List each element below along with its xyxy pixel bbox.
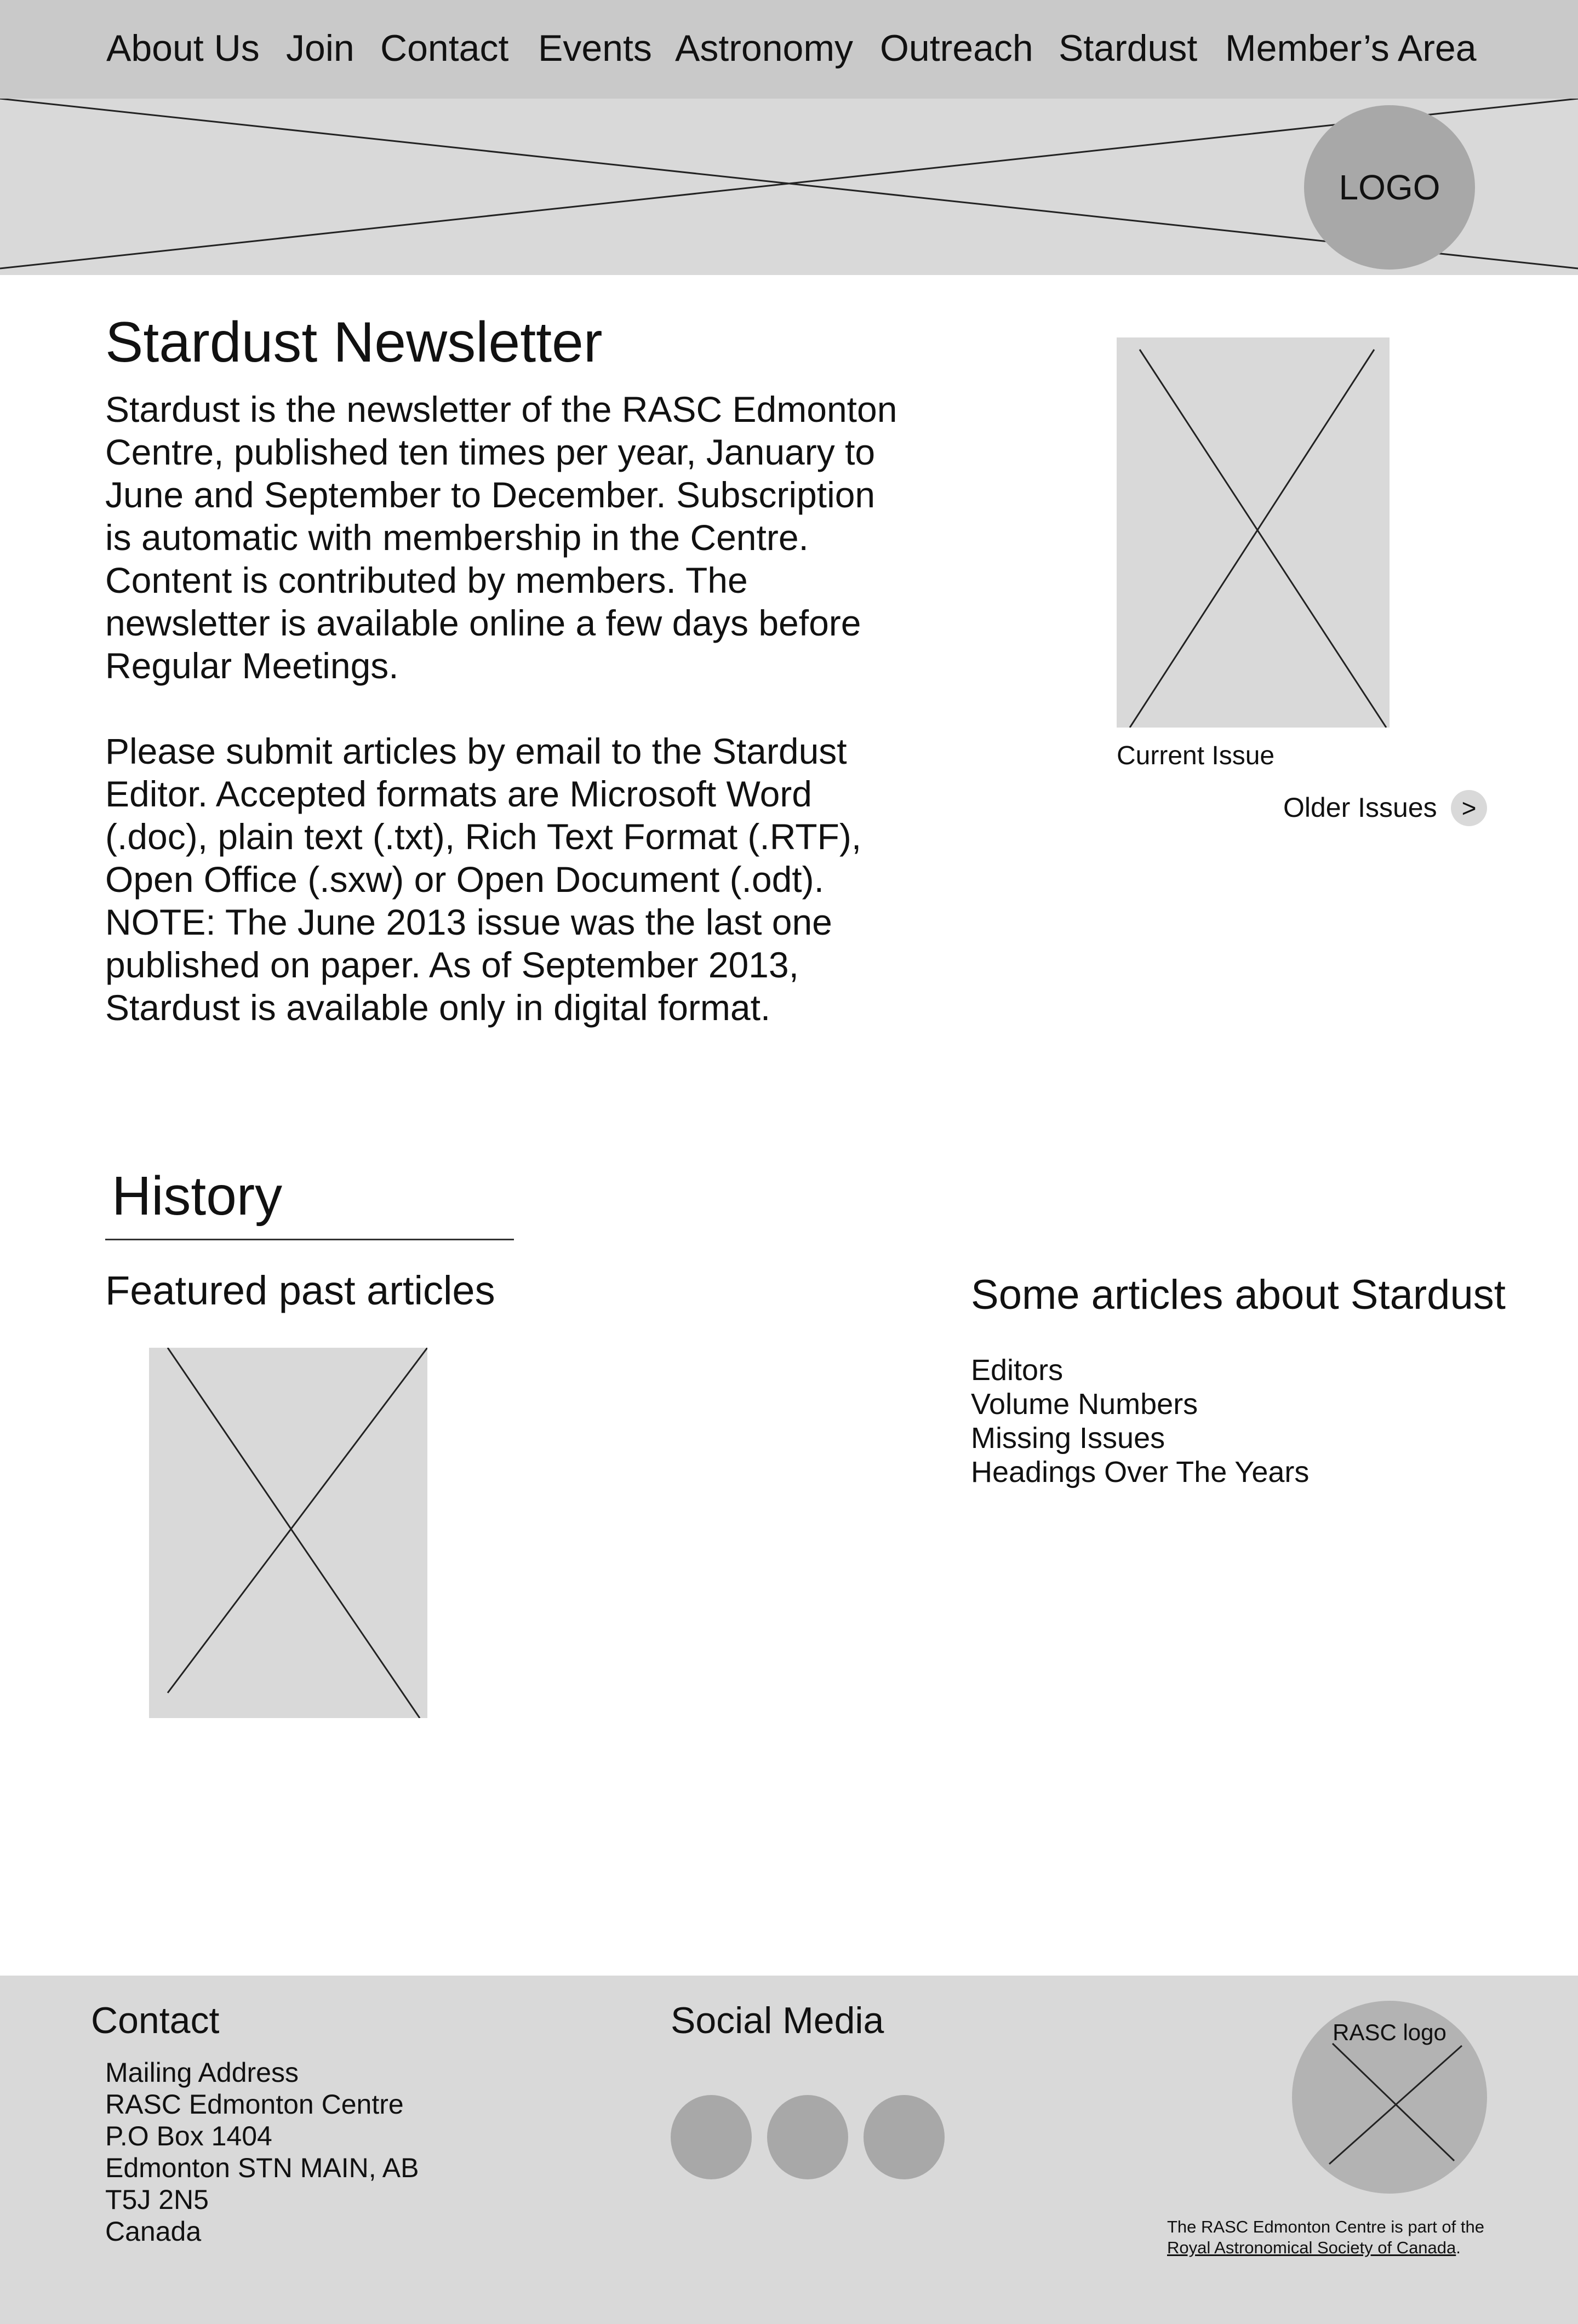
note-text: The RASC Edmonton Centre is part of the bbox=[1167, 2217, 1484, 2236]
older-issues-arrow-button[interactable] bbox=[1451, 790, 1487, 826]
current-issue-image[interactable] bbox=[1117, 337, 1390, 728]
image-placeholder-icon bbox=[1117, 337, 1390, 728]
address-line: RASC Edmonton Centre bbox=[105, 2089, 404, 2120]
note-suffix: . bbox=[1456, 2238, 1461, 2257]
nav-item-contact[interactable]: Contact bbox=[380, 27, 509, 69]
address-line: Canada bbox=[105, 2216, 202, 2247]
featured-article-image[interactable] bbox=[149, 1348, 427, 1718]
site-logo[interactable] bbox=[1304, 105, 1475, 270]
footer-contact-heading: Contact bbox=[91, 2000, 220, 2041]
current-issue-label: Current Issue bbox=[1117, 741, 1275, 770]
social-media-icon-1[interactable] bbox=[671, 2095, 752, 2179]
intro-paragraph: Stardust is the newsletter of the RASC Edmonton Centre, published ten times per year, January to June and September to December. Subscription is automatic with membership in the Centre. Content is contributed by members. The newsletter is available online a few days before Regular Meetings. bbox=[105, 389, 897, 686]
nav-item-events[interactable]: Events bbox=[538, 27, 652, 69]
address-line: T5J 2N5 bbox=[105, 2184, 209, 2215]
address-line: P.O Box 1404 bbox=[105, 2121, 272, 2151]
history-heading: History bbox=[112, 1165, 283, 1227]
history-divider bbox=[105, 1239, 514, 1240]
older-issues-link[interactable]: Older Issues bbox=[1283, 792, 1437, 823]
submission-paragraph: Please submit articles by email to the Stardust Editor. Accepted formats are Microsoft Word (.doc), plain text (.txt), Rich Text Format (.RTF), Open Office (.sxw) or Open Document (.odt). NOTE: The June 2013 issue was the last one published on paper. As of September 2013, Stardust is available only in digital format. bbox=[105, 731, 862, 1028]
social-media-icon-3[interactable] bbox=[864, 2095, 945, 2179]
page-title: Stardust Newsletter bbox=[105, 311, 603, 374]
chevron-right-icon: > bbox=[1461, 794, 1477, 822]
social-media-icon-2[interactable] bbox=[767, 2095, 848, 2179]
featured-articles-heading: Featured past articles bbox=[105, 1268, 495, 1313]
social-media-heading: Social Media bbox=[671, 2000, 884, 2041]
link-headings-over-the-years[interactable]: Headings Over The Years bbox=[971, 1456, 1310, 1489]
nav-item-about-us[interactable]: About Us bbox=[106, 27, 260, 69]
nav-item-astronomy[interactable]: Astronomy bbox=[675, 27, 853, 69]
link-missing-issues[interactable]: Missing Issues bbox=[971, 1422, 1165, 1455]
nav-item-outreach[interactable]: Outreach bbox=[880, 27, 1033, 69]
about-stardust-heading: Some articles about Stardust bbox=[971, 1272, 1506, 1318]
address-line: Mailing Address bbox=[105, 2057, 299, 2088]
rasc-logo-label: RASC logo bbox=[1333, 2019, 1447, 2045]
link-volume-numbers[interactable]: Volume Numbers bbox=[971, 1388, 1198, 1421]
about-stardust-links bbox=[971, 1353, 1309, 1489]
nav-item-members-area[interactable]: Member’s Area bbox=[1225, 27, 1477, 69]
rasc-logo[interactable] bbox=[1292, 2001, 1487, 2194]
image-placeholder-icon bbox=[149, 1348, 427, 1718]
rasc-national-link[interactable]: Royal Astronomical Society of Canada bbox=[1167, 2238, 1456, 2257]
mailing-address bbox=[105, 2057, 419, 2247]
nav-item-join[interactable]: Join bbox=[286, 27, 355, 69]
link-editors[interactable]: Editors bbox=[971, 1354, 1064, 1387]
logo-text: LOGO bbox=[1339, 168, 1440, 207]
top-navigation bbox=[0, 0, 1578, 99]
address-line: Edmonton STN MAIN, AB bbox=[105, 2153, 419, 2183]
nav-item-stardust[interactable]: Stardust bbox=[1059, 27, 1198, 69]
footer-affiliation-note bbox=[1167, 2217, 1507, 2258]
